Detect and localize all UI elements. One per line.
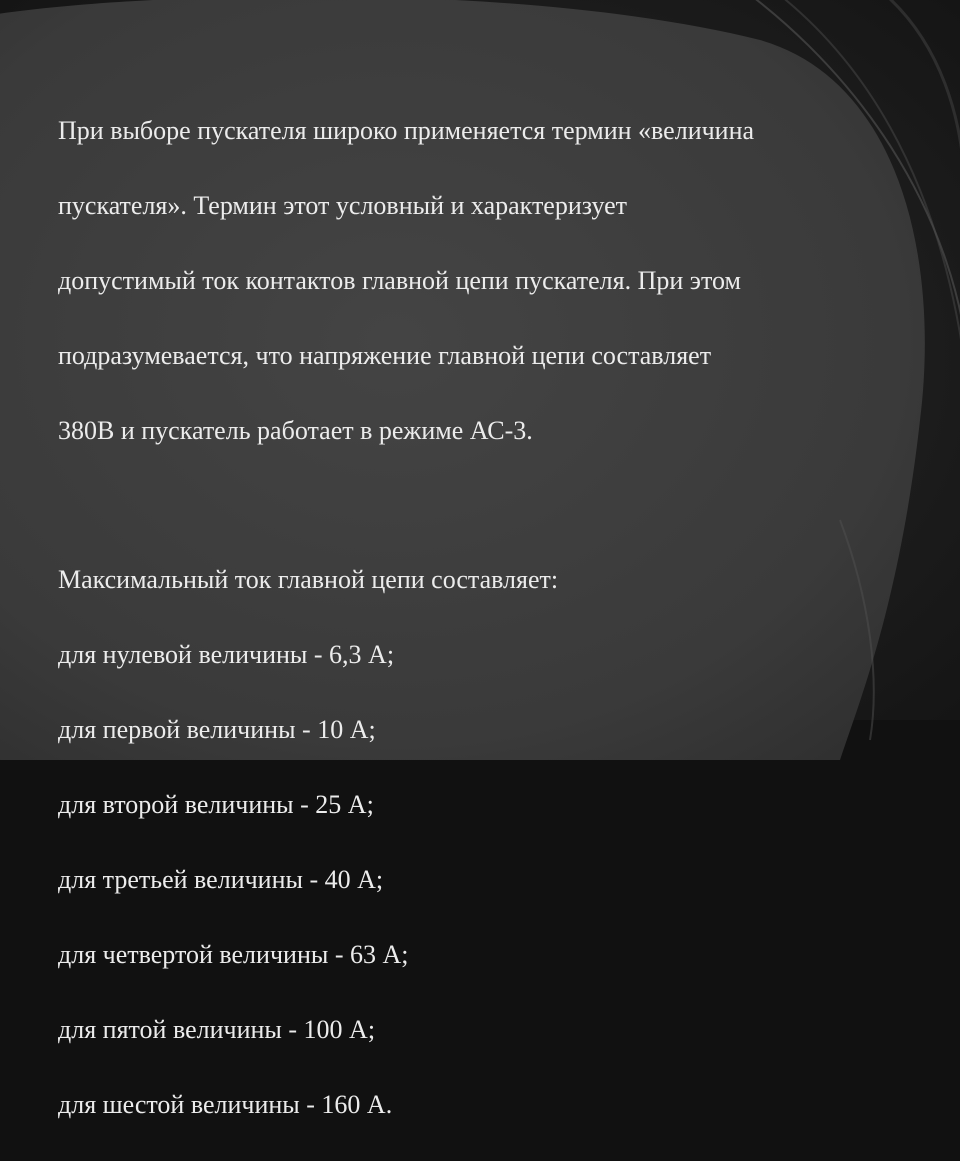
list-item: для второй величины - 25 А; [58, 786, 918, 824]
current-list [58, 524, 918, 1161]
list-item: для третьей величины - 40 А; [58, 861, 918, 899]
intro-paragraph [58, 74, 918, 487]
list-item: для шестой величины - 160 А. [58, 1086, 918, 1124]
list-item: для пятой величины - 100 А; [58, 1011, 918, 1049]
paragraph-line: При выборе пускателя широко применяется термин «величина [58, 112, 918, 150]
paragraph-line: 380В и пускатель работает в режиме АС-3. [58, 412, 918, 450]
paragraph-line: пускателя». Термин этот условный и характеризует [58, 187, 918, 225]
list-item: для первой величины - 10 А; [58, 711, 918, 749]
list-heading: Максимальный ток главной цепи составляет: [58, 561, 918, 599]
paragraph-spacer [58, 487, 918, 524]
list-item: для четвертой величины - 63 А; [58, 936, 918, 974]
slide-text-body [58, 74, 918, 1161]
list-item: для нулевой величины - 6,3 А; [58, 636, 918, 674]
paragraph-line: допустимый ток контактов главной цепи пускателя. При этом [58, 262, 918, 300]
paragraph-line: подразумевается, что напряжение главной цепи составляет [58, 337, 918, 375]
